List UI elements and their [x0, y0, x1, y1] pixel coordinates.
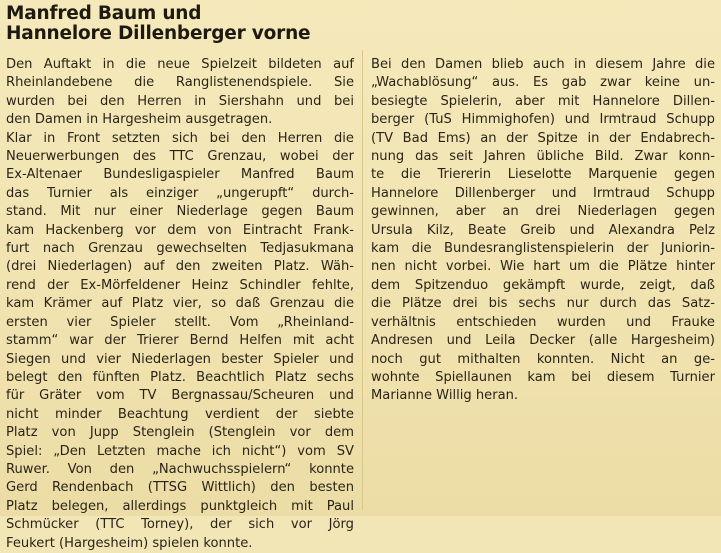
text-line: kam die Bundesranglistenspielerin der Juniorin- — [371, 241, 715, 257]
text-line: Platz belegen, allerdings punktgleich mit Paul — [6, 498, 354, 514]
text-line: verhältnis entschieden wurden und Frauke — [371, 314, 715, 330]
headline-line-1: Manfred Baum und — [6, 3, 202, 24]
text-line: Den Auftakt in die neue Spielzeit bildeten auf — [6, 57, 354, 72]
text-line: stand. Mit nur einer Niederlage gegen Baum — [6, 204, 354, 220]
text-line: wohnte Spiellaunen kam bei diesem Turnier — [371, 369, 715, 385]
text-line: Feukert (Hargesheim) spielen konnte. — [6, 535, 253, 551]
right-column — [371, 56, 715, 406]
text-line: noch gut mithalten konnten. Nicht an ge- — [371, 351, 715, 367]
text-line: rend der Ex-Mörfeldener Heinz Schindler fehlte, — [6, 277, 354, 293]
text-line: „Wachablösung“ aus. Es gab zwar keine un- — [371, 75, 715, 91]
text-line: nung das seit Jahren übliche Bild. Zwar konn- — [371, 149, 715, 165]
text-line: dem Spitzenduo gekämpft wurde, zeigt, daß — [371, 277, 715, 293]
column-divider — [362, 50, 363, 510]
text-line: nicht minder Beachtung verdient der siebte — [6, 406, 354, 422]
text-line: Ursula Kilz, Beate Greib und Alexandra Pelz — [371, 222, 715, 238]
text-line: Ruwer. Von den „Nachwuchsspielern“ konnte — [6, 461, 354, 477]
text-line: das Turnier als einziger „ungerupft“ durch- — [6, 185, 354, 201]
text-line: Rheinlandebene die Ranglistenendspiele. Sie — [6, 75, 354, 91]
text-line: kam Krämer auf Platz vier, so daß Grenzau die — [6, 296, 354, 312]
text-line: Gerd Rendenbach (TTSG Wittlich) den besten — [6, 480, 354, 496]
text-line: nen nicht vorbei. Wie hart um die Plätze hinter — [371, 259, 715, 275]
headline-line-2: Hannelore Dillenberger vorne — [6, 23, 311, 44]
text-line: te die Triererin Lieselotte Marquenie gegen — [371, 167, 715, 183]
text-line: Schmücker (TTC Torney), der sich vor Jörg — [6, 517, 354, 533]
text-line: den Damen in Hargesheim ausgetragen. — [6, 112, 273, 128]
text-line: Hannelore Dillenberger und Irmtraud Schupp — [371, 185, 715, 201]
text-line: (TV Bad Ems) an der Spitze in der Endabrech- — [371, 130, 715, 146]
text-line: Bei den Damen blieb auch in diesem Jahre die — [371, 57, 715, 72]
article-headline — [6, 4, 310, 44]
text-line: furt nach Grenzau gewechselten Tedjasukmana — [6, 241, 354, 257]
text-line: (drei Niederlagen) auf den zweiten Platz. Wäh- — [6, 259, 354, 275]
text-line: besiegte Spielerin, aber mit Hannelore Dillen- — [371, 93, 715, 109]
text-line: Klar in Front setzten sich bei den Herren die — [6, 130, 354, 146]
text-line: Spiel: „Den Letzten mache ich nicht“) vom SV — [6, 443, 354, 459]
text-line: ersten vier Spieler stellt. Vom „Rheinland- — [6, 314, 354, 330]
text-line: berger (TuS Himmighofen) und Irmtraud Schupp — [371, 112, 715, 128]
text-line: für Gräter vom TV Bergnassau/Scheuren und — [6, 388, 354, 404]
text-line: Marianne Willig heran. — [371, 388, 519, 404]
text-line: gewinnen, aber an drei Niederlagen gegen — [371, 204, 715, 220]
text-line: wurden bei den Herren in Siershahn und bei — [6, 93, 354, 109]
text-line: Platz von Jupp Stenglein (Stenglein vor dem — [6, 425, 354, 441]
text-line: Ex-Altenaer Bundesligaspieler Manfred Baum — [6, 167, 354, 183]
text-line: Siegen und vier Niederlagen bester Spieler und — [6, 351, 354, 367]
text-line: stamm“ war der Trierer Bernd Helfen mit acht — [6, 333, 354, 349]
text-line: belegt den fünften Platz. Beachtlich Platz sechs — [6, 369, 354, 385]
text-line: Neuerwerbungen des TTC Grenzau, wobei der — [6, 149, 354, 165]
left-column — [6, 56, 354, 553]
text-line: kam Hackenberg vor dem von Eintracht Frank- — [6, 222, 354, 238]
text-line: Andresen und Leila Decker (alle Hargesheim) — [371, 333, 715, 349]
text-line: die Plätze drei bis sechs nur durch das Satz- — [371, 296, 715, 312]
